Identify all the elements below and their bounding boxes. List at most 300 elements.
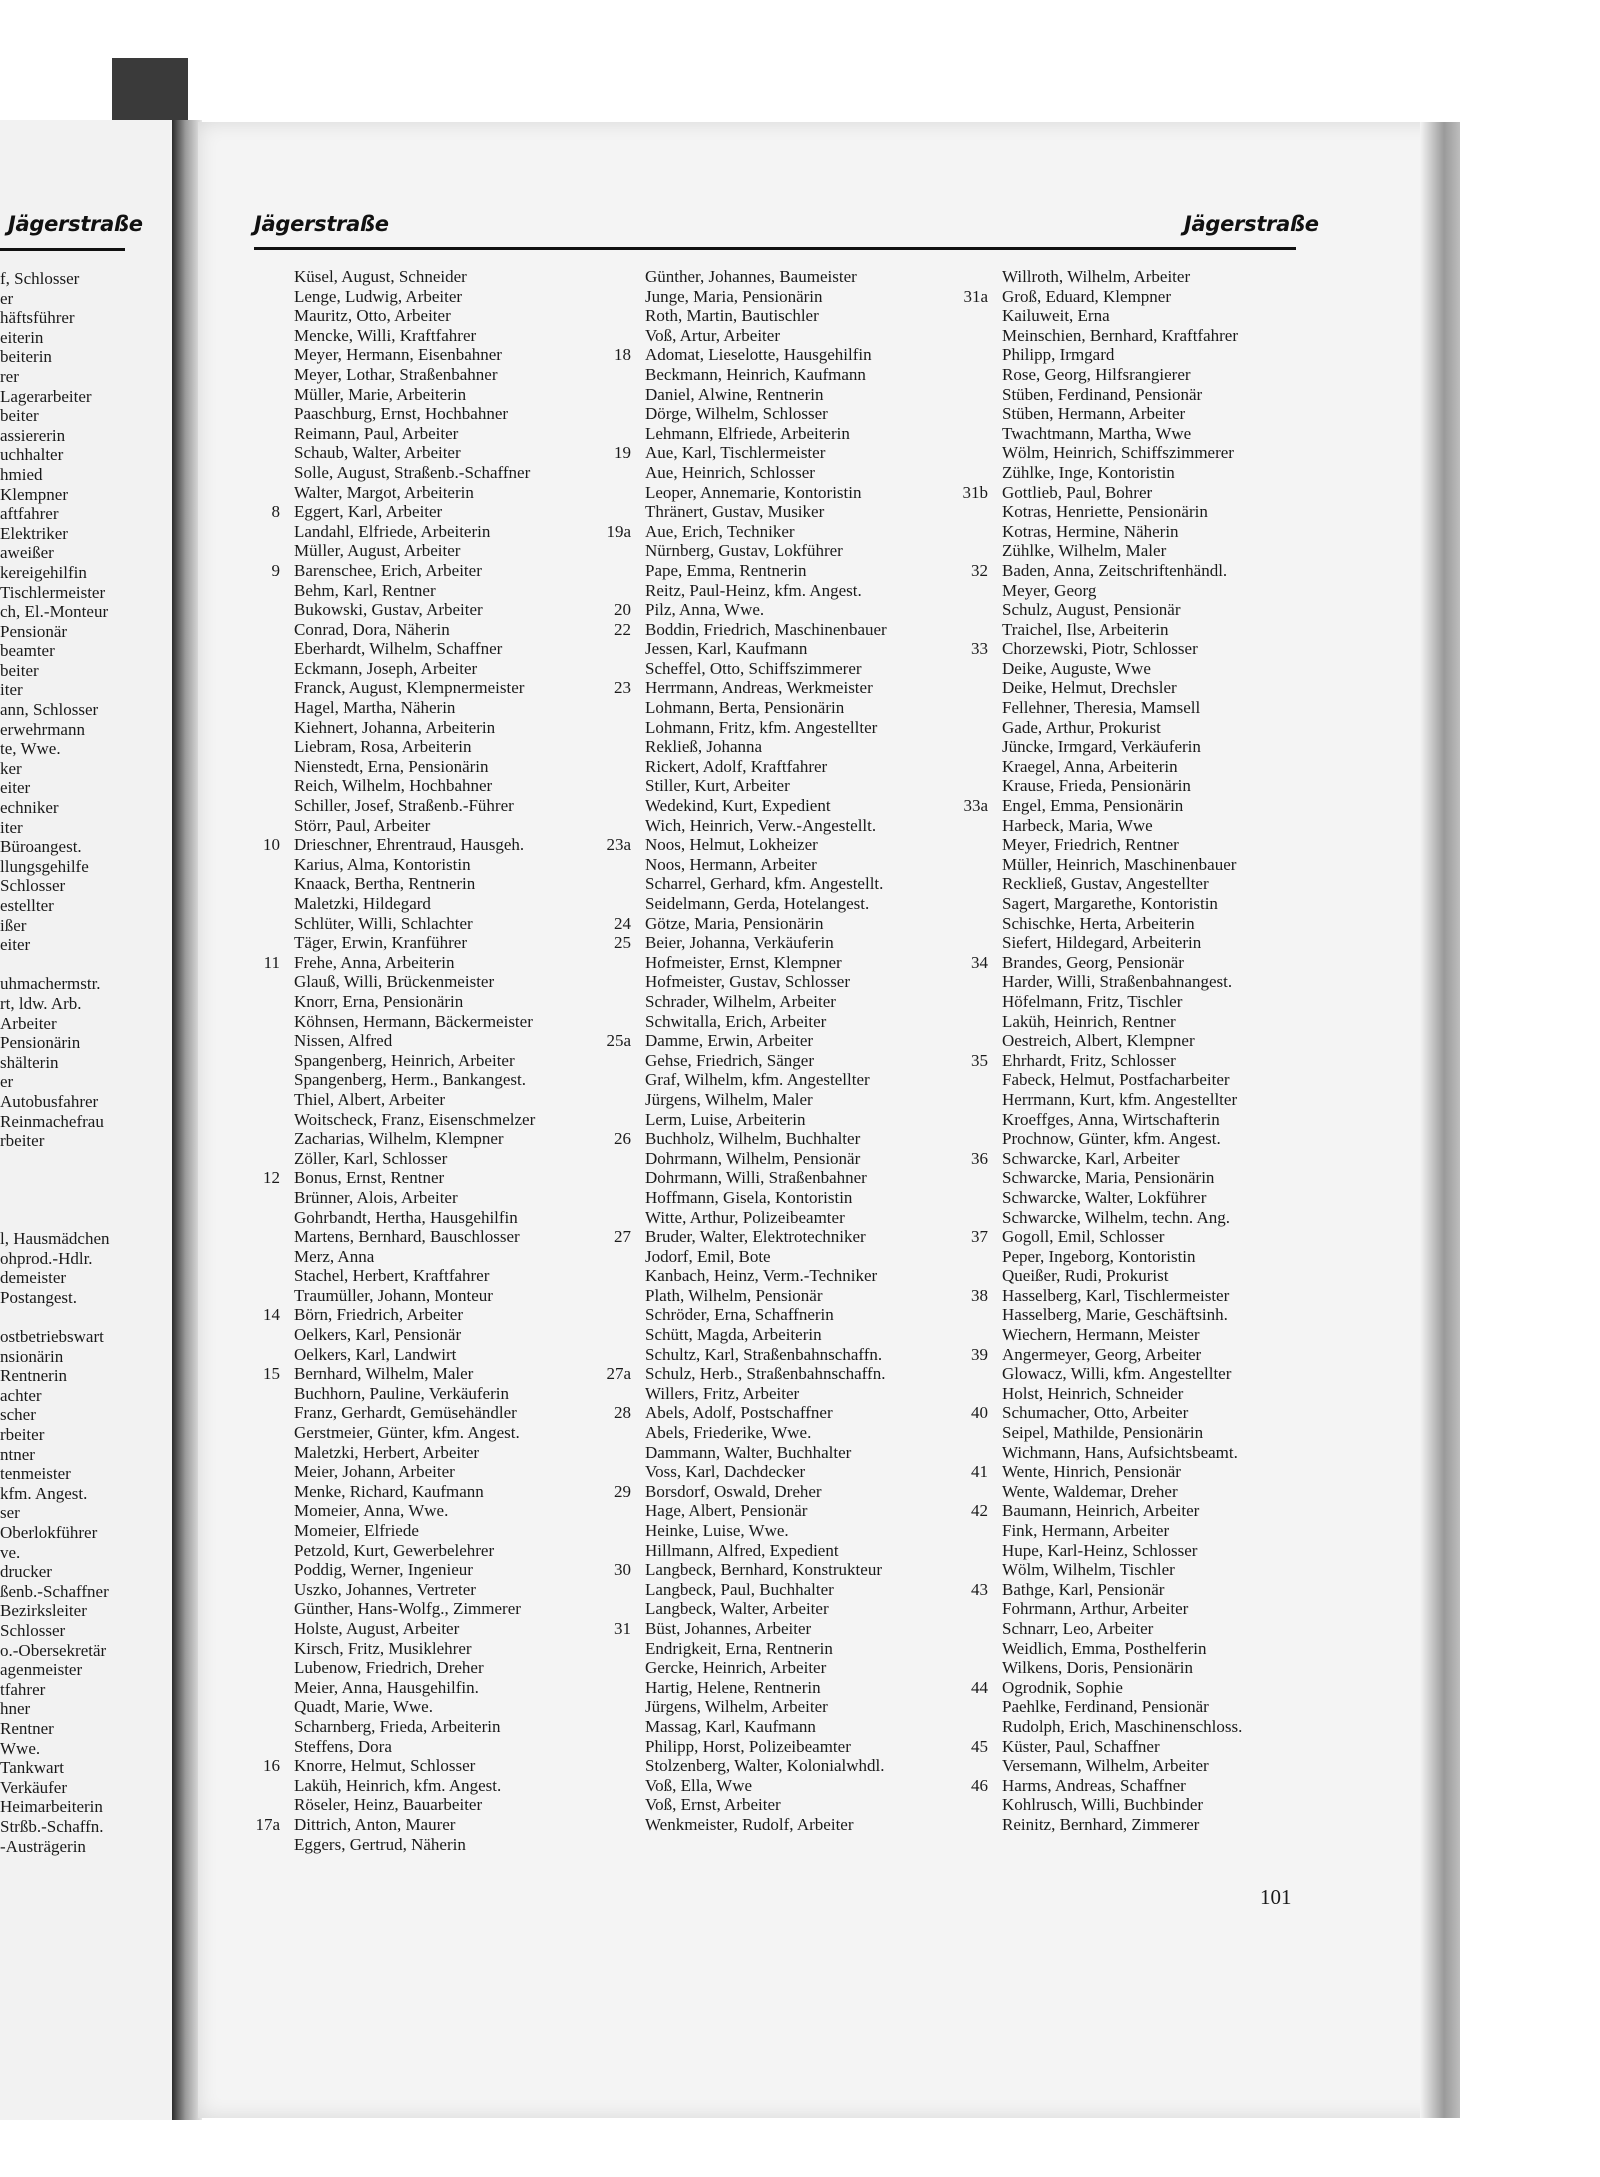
resident-entry-text: Schiller, Josef, Straßenb.-Führer bbox=[294, 796, 514, 816]
directory-entry bbox=[1002, 581, 1242, 601]
resident-entry-text: Leoper, Annemarie, Kontoristin bbox=[645, 482, 862, 502]
directory-entry bbox=[645, 1051, 887, 1071]
directory-entry bbox=[614, 1560, 887, 1580]
previous-page-line bbox=[0, 622, 168, 642]
directory-entry bbox=[1002, 1697, 1242, 1717]
directory-entry bbox=[294, 776, 535, 796]
previous-page-line bbox=[0, 1229, 168, 1249]
previous-page-line-text: Verkäufer bbox=[0, 1777, 68, 1797]
directory-entry bbox=[971, 1677, 1242, 1698]
directory-entry bbox=[294, 1208, 535, 1228]
resident-entry-text: Reich, Wilhelm, Hochbahner bbox=[294, 776, 493, 796]
resident-entry-text: Schulz, Herb., Straßenbahnschaffn. bbox=[645, 1364, 886, 1384]
house-number: 18 bbox=[614, 345, 631, 365]
resident-entry-text: Seipel, Mathilde, Pensionärin bbox=[1002, 1423, 1204, 1443]
directory-entry bbox=[645, 1501, 887, 1521]
directory-entry bbox=[294, 1090, 535, 1110]
previous-page-line-text: Arbeiter bbox=[0, 1013, 57, 1033]
resident-entry-text: Wedekind, Kurt, Expedient bbox=[645, 796, 831, 816]
house-number: 44 bbox=[971, 1677, 988, 1697]
resident-entry-text: Aue, Karl, Tischlermeister bbox=[645, 443, 826, 463]
previous-page-line bbox=[0, 896, 168, 916]
directory-entry bbox=[1002, 972, 1242, 992]
previous-page-line-text: rt, ldw. Arb. bbox=[0, 993, 82, 1013]
previous-page-line-text: Pensionär bbox=[0, 621, 68, 641]
house-number: 29 bbox=[614, 1481, 631, 1501]
directory-entry bbox=[1002, 1619, 1242, 1639]
resident-entry-text: Schröder, Erna, Schaffnerin bbox=[645, 1305, 834, 1325]
resident-entry-text: Schwarcke, Wilhelm, techn. Ang. bbox=[1002, 1207, 1230, 1227]
directory-entry bbox=[971, 952, 1242, 973]
directory-entry bbox=[263, 1168, 535, 1188]
resident-entry-text: Lenge, Ludwig, Arbeiter bbox=[294, 286, 463, 306]
directory-entry bbox=[645, 1521, 887, 1541]
previous-page-line-text: Postangest. bbox=[0, 1287, 77, 1307]
resident-entry-text: Drieschner, Ehrentraud, Hausgeh. bbox=[294, 835, 525, 855]
directory-entry bbox=[645, 874, 887, 894]
resident-entry-text: Rickert, Adolf, Kraftfahrer bbox=[645, 756, 828, 776]
resident-entry-text: Kanbach, Heinz, Verm.-Techniker bbox=[645, 1266, 878, 1286]
house-number: 16 bbox=[263, 1756, 280, 1776]
directory-entry bbox=[606, 835, 887, 855]
resident-entry-text: Baden, Anna, Zeitschriftenhändl. bbox=[1002, 560, 1228, 580]
resident-entry-text: Lohmann, Berta, Pensionärin bbox=[645, 698, 845, 718]
resident-entry-text: Dohrmann, Wilhelm, Pensionär bbox=[645, 1148, 861, 1168]
directory-entry bbox=[645, 541, 887, 561]
previous-page-line-text: Rentner bbox=[0, 1718, 54, 1738]
resident-entry-text: Zacharias, Wilhelm, Klempner bbox=[294, 1129, 504, 1149]
previous-page-line bbox=[0, 1523, 168, 1543]
previous-page-line bbox=[0, 641, 168, 661]
previous-page-line-text: drucker bbox=[0, 1562, 52, 1582]
directory-entry bbox=[645, 1737, 887, 1757]
directory-entry bbox=[294, 385, 535, 405]
page-header-right: Jägerstraße bbox=[1184, 212, 1319, 236]
directory-entry bbox=[645, 1658, 887, 1678]
resident-entry-text: Ehrhardt, Fritz, Schlosser bbox=[1002, 1050, 1176, 1070]
previous-page-line-text: Rentnerin bbox=[0, 1366, 68, 1386]
previous-page-line-text: ker bbox=[0, 758, 22, 778]
resident-entry-text: Weidlich, Emma, Posthelferin bbox=[1002, 1638, 1207, 1658]
resident-entry-text: Höfelmann, Fritz, Tischler bbox=[1002, 991, 1183, 1011]
resident-entry-text: Spangenberg, Heinrich, Arbeiter bbox=[294, 1050, 515, 1070]
house-number: 33a bbox=[963, 796, 988, 816]
resident-entry-text: Hofmeister, Gustav, Schlosser bbox=[645, 972, 851, 992]
directory-entry bbox=[294, 1149, 535, 1169]
directory-entry bbox=[1002, 776, 1242, 796]
directory-entry bbox=[971, 1148, 1242, 1169]
previous-page-line-text: te, Wwe. bbox=[0, 739, 61, 759]
directory-entry bbox=[294, 541, 535, 561]
previous-page-line-text: er bbox=[0, 1072, 14, 1092]
previous-page-line-text: agenmeister bbox=[0, 1660, 83, 1680]
directory-entry bbox=[645, 326, 887, 346]
directory-entry bbox=[614, 443, 887, 463]
resident-entry-text: Kotras, Hermine, Näherin bbox=[1002, 521, 1179, 541]
directory-column-2 bbox=[606, 267, 887, 1835]
directory-entry bbox=[1002, 1482, 1242, 1502]
resident-entry-text: Sagert, Margarethe, Kontoristin bbox=[1002, 894, 1218, 913]
resident-entry-text: Prochnow, Günter, kfm. Angest. bbox=[1002, 1129, 1221, 1149]
resident-entry-text: Wente, Waldemar, Dreher bbox=[1002, 1481, 1178, 1501]
resident-entry-text: Menke, Richard, Kaufmann bbox=[294, 1481, 484, 1501]
resident-entry-text: Maletzki, Herbert, Arbeiter bbox=[294, 1442, 480, 1462]
previous-page-line bbox=[0, 916, 168, 936]
resident-entry-text: Krause, Frieda, Pensionärin bbox=[1002, 776, 1191, 796]
resident-entry-text: Borsdorf, Oswald, Dreher bbox=[645, 1481, 822, 1501]
directory-entry bbox=[645, 561, 887, 581]
resident-entry-text: Oestreich, Albert, Klempner bbox=[1002, 1031, 1195, 1051]
previous-page-line-text: tfahrer bbox=[0, 1679, 46, 1699]
resident-entry-text: Momeier, Elfriede bbox=[294, 1521, 419, 1540]
directory-entry bbox=[614, 600, 887, 620]
directory-entry bbox=[971, 1579, 1242, 1600]
previous-page-line bbox=[0, 563, 168, 583]
resident-entry-text: Conrad, Dora, Näherin bbox=[294, 619, 450, 639]
page-header-left: Jägerstraße bbox=[254, 212, 389, 236]
previous-page-line bbox=[0, 1739, 168, 1759]
house-number: 23a bbox=[606, 835, 631, 855]
previous-page-header: Jägerstraße bbox=[8, 212, 143, 236]
resident-entry-text: Hagel, Martha, Näherin bbox=[294, 698, 456, 718]
resident-entry-text: Bukowski, Gustav, Arbeiter bbox=[294, 600, 483, 620]
directory-entry bbox=[294, 894, 535, 914]
house-number: 33 bbox=[971, 639, 988, 659]
resident-entry-text: Franz, Gerhardt, Gemüsehändler bbox=[294, 1403, 517, 1423]
directory-entry bbox=[294, 404, 535, 424]
previous-page-line-text: estellter bbox=[0, 896, 54, 915]
previous-page-line bbox=[0, 485, 168, 505]
resident-entry-text: Fink, Hermann, Arbeiter bbox=[1002, 1521, 1170, 1540]
previous-page-line bbox=[0, 1170, 168, 1190]
previous-page-line-text: er bbox=[0, 288, 14, 308]
previous-page-line bbox=[0, 857, 168, 877]
directory-entry bbox=[1002, 1541, 1242, 1561]
resident-entry-text: Angermeyer, Georg, Arbeiter bbox=[1002, 1344, 1202, 1364]
resident-entry-text: Abels, Friederike, Wwe. bbox=[645, 1423, 812, 1443]
resident-entry-text: Stolzenberg, Walter, Kolonialwhdl. bbox=[645, 1756, 885, 1776]
directory-entry bbox=[294, 326, 535, 346]
resident-entry-text: Scharnberg, Frieda, Arbeiterin bbox=[294, 1716, 501, 1736]
directory-entry bbox=[294, 1619, 535, 1639]
directory-entry bbox=[1002, 541, 1242, 561]
previous-page-line bbox=[0, 818, 168, 838]
directory-entry bbox=[645, 718, 887, 738]
resident-entry-text: Dammann, Walter, Buchhalter bbox=[645, 1442, 852, 1462]
directory-entry bbox=[1002, 1110, 1242, 1130]
resident-entry-text: Buchholz, Wilhelm, Buchhalter bbox=[645, 1129, 861, 1149]
house-number: 27 bbox=[614, 1227, 631, 1247]
previous-page-line bbox=[0, 778, 168, 798]
house-number: 31b bbox=[962, 482, 988, 502]
directory-entry bbox=[645, 1325, 887, 1345]
resident-entry-text: Woitscheck, Franz, Eisenschmelzer bbox=[294, 1109, 536, 1129]
resident-entry-text: Petzold, Kurt, Gewerbelehrer bbox=[294, 1540, 495, 1560]
resident-entry-text: Aue, Heinrich, Schlosser bbox=[645, 462, 815, 482]
resident-entry-text: Rudolph, Erich, Maschinenschloss. bbox=[1002, 1716, 1243, 1736]
house-number: 25a bbox=[606, 1031, 631, 1051]
resident-entry-text: Aue, Erich, Techniker bbox=[645, 521, 795, 541]
previous-page-line-text: ch, El.-Monteur bbox=[0, 602, 109, 622]
house-number: 40 bbox=[971, 1403, 988, 1423]
resident-entry-text: Müller, Marie, Arbeiterin bbox=[294, 384, 467, 404]
directory-entry bbox=[1002, 835, 1242, 855]
previous-page-line bbox=[0, 1053, 168, 1073]
directory-entry bbox=[645, 404, 887, 424]
resident-entry-text: Kotras, Henriette, Pensionärin bbox=[1002, 502, 1208, 522]
resident-entry-text: Meier, Anna, Hausgehilfin. bbox=[294, 1677, 479, 1697]
directory-entry bbox=[294, 1031, 535, 1051]
resident-entry-text: Meyer, Georg bbox=[1002, 580, 1097, 600]
previous-page-line bbox=[0, 1445, 168, 1465]
directory-entry bbox=[645, 502, 887, 522]
previous-page-line bbox=[0, 1699, 168, 1719]
page-edge-shadow bbox=[1420, 122, 1460, 2118]
directory-entry bbox=[645, 1110, 887, 1130]
resident-entry-text: Lubenow, Friedrich, Dreher bbox=[294, 1658, 484, 1678]
resident-entry-text: Meyer, Friedrich, Rentner bbox=[1002, 835, 1179, 855]
previous-page-line-text: Schlosser bbox=[0, 876, 66, 896]
previous-page-line-text: Reinmachefrau bbox=[0, 1111, 104, 1131]
resident-entry-text: Zühlke, Wilhelm, Maler bbox=[1002, 541, 1167, 561]
directory-entry bbox=[645, 1541, 887, 1561]
resident-entry-text: Nissen, Alfred bbox=[294, 1031, 393, 1051]
resident-entry-text: Gerstmeier, Günter, kfm. Angest. bbox=[294, 1423, 520, 1443]
resident-entry-text: Knorr, Erna, Pensionärin bbox=[294, 991, 464, 1011]
resident-entry-text: Dohrmann, Willi, Straßenbahner bbox=[645, 1168, 867, 1188]
resident-entry-text: Günther, Hans-Wolfg., Zimmerer bbox=[294, 1599, 521, 1619]
previous-page-line-text: eiterin bbox=[0, 327, 44, 347]
resident-entry-text: Meyer, Hermann, Eisenbahner bbox=[294, 345, 502, 365]
resident-entry-text: Eckmann, Joseph, Arbeiter bbox=[294, 658, 478, 678]
resident-entry-text: Wenkmeister, Rudolf, Arbeiter bbox=[645, 1814, 854, 1834]
directory-entry bbox=[1002, 757, 1242, 777]
previous-page-column bbox=[0, 269, 168, 1856]
resident-entry-text: Bathge, Karl, Pensionär bbox=[1002, 1579, 1165, 1599]
directory-entry bbox=[645, 1090, 887, 1110]
directory-entry bbox=[645, 267, 887, 287]
resident-entry-text: Reitz, Paul-Heinz, kfm. Angest. bbox=[645, 580, 862, 600]
resident-entry-text: Täger, Erwin, Kranführer bbox=[294, 933, 468, 953]
resident-entry-text: Gehse, Friedrich, Sänger bbox=[645, 1050, 815, 1070]
previous-page-line-text: aweißer bbox=[0, 543, 54, 563]
directory-entry bbox=[294, 659, 535, 679]
previous-page-line-text: beamter bbox=[0, 641, 55, 661]
house-number: 17a bbox=[255, 1814, 280, 1834]
directory-entry bbox=[1002, 1031, 1242, 1051]
directory-entry bbox=[294, 1423, 535, 1443]
directory-entry bbox=[614, 1481, 887, 1502]
directory-entry bbox=[645, 1188, 887, 1208]
previous-page-line bbox=[0, 1131, 168, 1151]
previous-page-line bbox=[0, 1778, 168, 1798]
directory-entry bbox=[645, 1776, 887, 1796]
directory-entry bbox=[1002, 1756, 1242, 1776]
house-number: 45 bbox=[971, 1736, 988, 1756]
resident-entry-text: Oelkers, Karl, Landwirt bbox=[294, 1344, 457, 1364]
directory-entry bbox=[294, 1541, 535, 1561]
previous-page-line-text: Lagerarbeiter bbox=[0, 386, 92, 406]
previous-page-line bbox=[0, 1072, 168, 1092]
house-number: 37 bbox=[971, 1227, 988, 1247]
directory-entry bbox=[294, 816, 535, 836]
resident-entry-text: Schwarcke, Walter, Lokführer bbox=[1002, 1187, 1207, 1207]
resident-entry-text: Bonus, Ernst, Rentner bbox=[294, 1168, 445, 1188]
previous-page-line-text: eiter bbox=[0, 935, 31, 955]
resident-entry-text: Lerm, Luise, Arbeiterin bbox=[645, 1109, 806, 1129]
resident-entry-text: Wichmann, Hans, Aufsichtsbeamt. bbox=[1002, 1442, 1238, 1462]
directory-entry bbox=[1002, 874, 1242, 894]
resident-entry-text: Gade, Arthur, Prokurist bbox=[1002, 717, 1161, 737]
directory-entry bbox=[606, 1364, 887, 1384]
resident-entry-text: Dörge, Wilhelm, Schlosser bbox=[645, 404, 828, 424]
directory-entry bbox=[294, 718, 535, 738]
previous-page-line bbox=[0, 935, 168, 955]
directory-entry bbox=[294, 1678, 535, 1698]
directory-entry bbox=[1002, 1012, 1242, 1032]
previous-page-line-text: iter bbox=[0, 680, 23, 700]
previous-page bbox=[0, 120, 172, 2120]
directory-entry bbox=[971, 1462, 1242, 1482]
resident-entry-text: Meier, Johann, Arbeiter bbox=[294, 1462, 455, 1482]
resident-entry-text: Junge, Maria, Pensionärin bbox=[645, 286, 823, 306]
directory-entry bbox=[1002, 1129, 1242, 1149]
resident-entry-text: Müller, August, Arbeiter bbox=[294, 541, 461, 561]
resident-entry-text: Holst, Heinrich, Schneider bbox=[1002, 1383, 1184, 1403]
previous-page-line bbox=[0, 1014, 168, 1034]
resident-entry-text: Landahl, Elfriede, Arbeiterin bbox=[294, 521, 491, 541]
previous-page-line-text: Heimarbeiterin bbox=[0, 1797, 103, 1817]
resident-entry-text: Twachtmann, Martha, Wwe bbox=[1002, 423, 1192, 443]
directory-entry bbox=[645, 1266, 887, 1286]
resident-entry-text: Pilz, Anna, Wwe. bbox=[645, 600, 765, 620]
directory-entry bbox=[1002, 1423, 1242, 1443]
previous-page-line-text: l, Hausmädchen bbox=[0, 1229, 110, 1249]
previous-page-line-text: nsionärin bbox=[0, 1346, 64, 1366]
previous-page-line bbox=[0, 955, 168, 975]
previous-page-line-text: beiterin bbox=[0, 347, 52, 367]
directory-entry bbox=[1002, 659, 1242, 679]
resident-entry-text: Glowacz, Willi, kfm. Angestellter bbox=[1002, 1364, 1232, 1384]
previous-page-line bbox=[0, 1641, 168, 1661]
resident-entry-text: Schumacher, Otto, Arbeiter bbox=[1002, 1403, 1189, 1423]
directory-entry bbox=[645, 1678, 887, 1698]
resident-entry-text: Gottlieb, Paul, Bohrer bbox=[1002, 482, 1153, 502]
resident-entry-text: Groß, Eduard, Klempner bbox=[1002, 286, 1172, 306]
directory-entry bbox=[1002, 1305, 1242, 1325]
house-number: 26 bbox=[614, 1129, 631, 1149]
house-number: 23 bbox=[614, 678, 631, 698]
resident-entry-text: Kiehnert, Johanna, Arbeiterin bbox=[294, 717, 496, 737]
directory-entry bbox=[1002, 816, 1242, 836]
house-number: 30 bbox=[614, 1560, 631, 1580]
directory-entry bbox=[1002, 345, 1242, 365]
directory-entry bbox=[294, 424, 535, 444]
resident-entry-text: Eberhardt, Wilhelm, Schaffner bbox=[294, 639, 503, 659]
house-number: 24 bbox=[614, 913, 631, 933]
directory-entry bbox=[971, 1501, 1242, 1521]
directory-entry bbox=[645, 306, 887, 326]
directory-entry bbox=[645, 287, 887, 307]
directory-entry bbox=[1002, 1070, 1242, 1090]
previous-page-line-text: ann, Schlosser bbox=[0, 700, 99, 720]
resident-entry-text: Traumüller, Johann, Monteur bbox=[294, 1285, 493, 1305]
resident-entry-text: Momeier, Anna, Wwe. bbox=[294, 1501, 449, 1521]
previous-page-line-text: Büroangest. bbox=[0, 837, 82, 857]
resident-entry-text: Roth, Martin, Bautischler bbox=[645, 306, 819, 326]
resident-entry-text: Kirsch, Fritz, Musiklehrer bbox=[294, 1638, 472, 1658]
previous-page-line-text: beiter bbox=[0, 660, 39, 680]
resident-entry-text: Küster, Paul, Schaffner bbox=[1002, 1736, 1160, 1756]
directory-entry bbox=[294, 1717, 535, 1737]
directory-entry bbox=[645, 1423, 887, 1443]
resident-entry-text: Hofmeister, Ernst, Klempner bbox=[645, 952, 842, 972]
resident-entry-text: Massag, Karl, Kaufmann bbox=[645, 1716, 816, 1736]
previous-page-line-text: f, Schlosser bbox=[0, 269, 80, 288]
previous-page-line bbox=[0, 1386, 168, 1406]
previous-page-line-text: ve. bbox=[0, 1542, 21, 1562]
previous-page-line-text: Bezirksleiter bbox=[0, 1601, 87, 1621]
directory-entry bbox=[645, 1070, 887, 1090]
previous-page-line bbox=[0, 974, 168, 994]
resident-entry-text: Wilkens, Doris, Pensionärin bbox=[1002, 1658, 1194, 1678]
house-number: 46 bbox=[971, 1775, 988, 1795]
house-number: 19 bbox=[614, 443, 631, 463]
directory-entry bbox=[971, 1775, 1242, 1796]
resident-entry-text: Beckmann, Heinrich, Kaufmann bbox=[645, 364, 866, 384]
directory-entry bbox=[1002, 463, 1242, 483]
resident-entry-text: Harms, Andreas, Schaffner bbox=[1002, 1775, 1186, 1795]
directory-entry bbox=[645, 1208, 887, 1228]
previous-page-line bbox=[0, 1562, 168, 1582]
resident-entry-text: Büst, Johannes, Arbeiter bbox=[645, 1618, 812, 1638]
resident-entry-text: Behm, Karl, Rentner bbox=[294, 580, 436, 600]
directory-entry bbox=[263, 1756, 535, 1776]
directory-entry bbox=[645, 1247, 887, 1267]
directory-entry bbox=[294, 1325, 535, 1345]
resident-entry-text: Voß, Ernst, Arbeiter bbox=[645, 1795, 781, 1815]
previous-page-line bbox=[0, 465, 168, 485]
directory-entry bbox=[294, 914, 535, 934]
directory-entry bbox=[645, 1443, 887, 1463]
previous-page-line bbox=[0, 837, 168, 857]
previous-page-line bbox=[0, 1543, 168, 1563]
directory-entry bbox=[294, 1070, 535, 1090]
directory-entry bbox=[971, 1285, 1242, 1306]
directory-entry bbox=[645, 776, 887, 796]
directory-entry bbox=[294, 972, 535, 992]
previous-page-line bbox=[0, 347, 168, 367]
directory-entry bbox=[645, 424, 887, 444]
resident-entry-text: Langbeck, Walter, Arbeiter bbox=[645, 1599, 829, 1619]
directory-entry bbox=[645, 1149, 887, 1169]
directory-entry bbox=[294, 1384, 535, 1404]
previous-page-line bbox=[0, 1327, 168, 1347]
previous-page-line-text: rbeiter bbox=[0, 1425, 45, 1445]
directory-entry bbox=[294, 933, 535, 953]
previous-page-line bbox=[0, 1660, 168, 1680]
previous-page-line-text: rer bbox=[0, 366, 19, 386]
resident-entry-text: Stachel, Herbert, Kraftfahrer bbox=[294, 1266, 490, 1286]
house-number: 31a bbox=[963, 286, 988, 306]
resident-entry-text: Hasselberg, Karl, Tischlermeister bbox=[1002, 1285, 1230, 1305]
resident-entry-text: Fohrmann, Arthur, Arbeiter bbox=[1002, 1599, 1189, 1619]
directory-entry bbox=[645, 1756, 887, 1776]
directory-entry bbox=[294, 1658, 535, 1678]
directory-entry bbox=[962, 482, 1242, 503]
house-number: 9 bbox=[271, 560, 280, 580]
directory-entry bbox=[1002, 1168, 1242, 1188]
